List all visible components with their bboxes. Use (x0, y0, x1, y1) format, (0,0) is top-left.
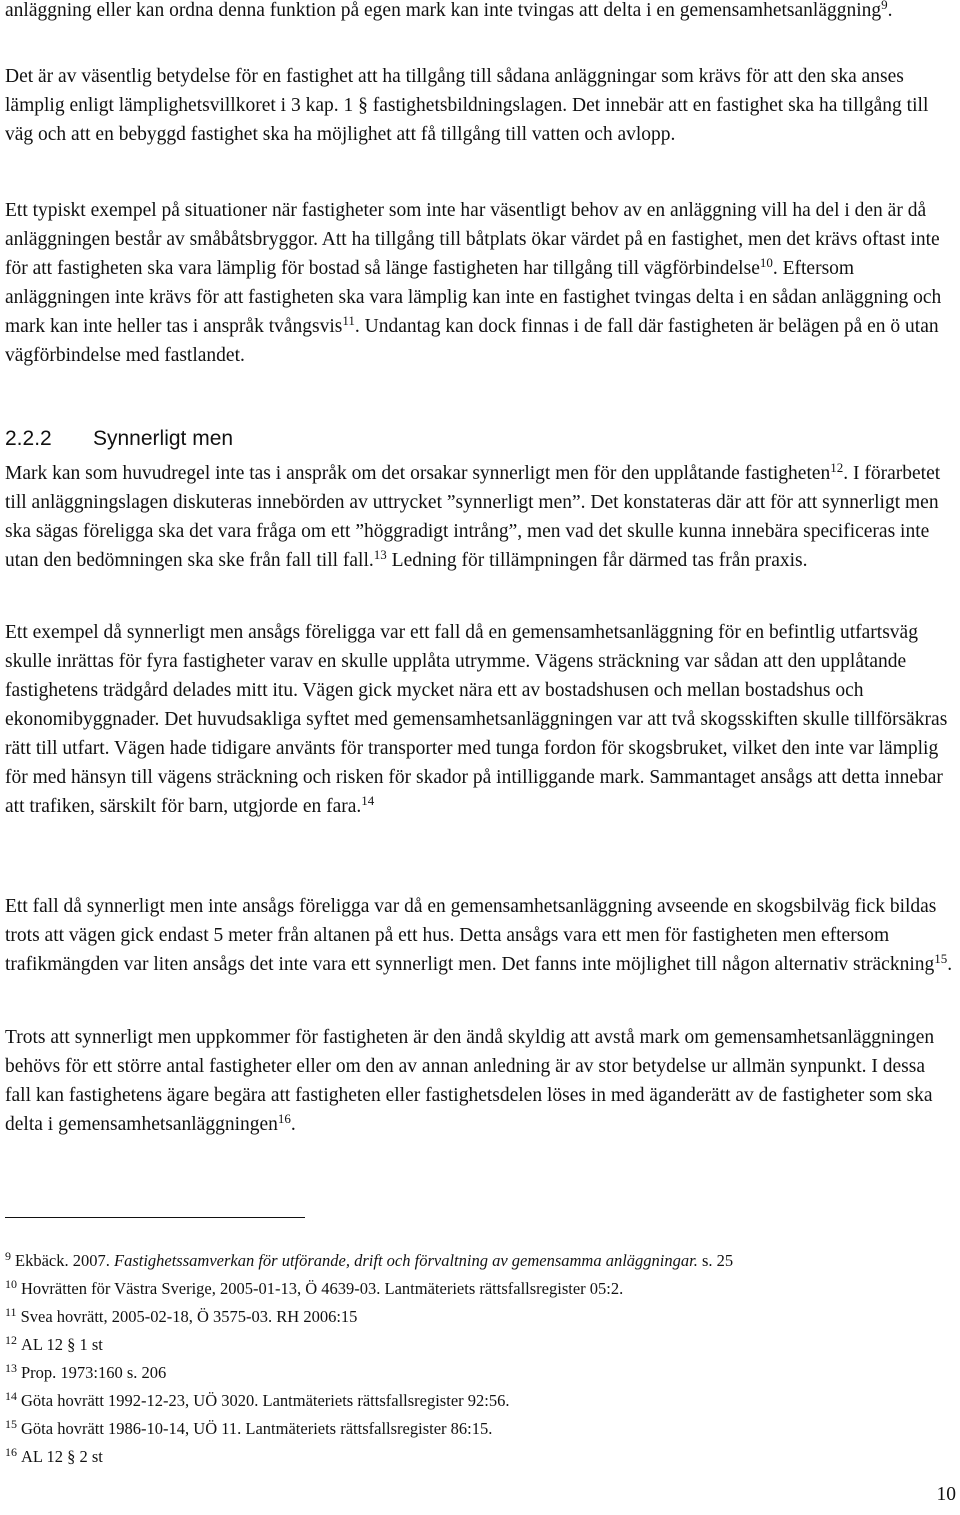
footnote-15: $^{15}$ Göta hovrätt 1986-10-14, UÖ 11. Lantmäteriets rättsfallsregister 86:15. (5, 1417, 493, 1438)
paragraph-6: Ett fall då synnerligt men inte ansågs föreligga var då en gemensamhetsanläggning avseende en skogsbilväg fick bildas trots att vägen gick endast 5 meter från altanen på ett hus. Detta ansågs vara ett men för fastigheten men eftersom trafikmängden var liten ansågs det inte vara ett synnerligt men. Det fanns inte möjlighet till någon alternativ sträckning$^{15}$. (5, 896, 953, 975)
footnote-16: $^{16}$ AL 12 § 2 st (5, 1445, 103, 1466)
paragraph-2: Det är av väsentlig betydelse för en fastighet att ha tillgång till sådana anläggningar som krävs för att den ska anses lämplig enligt lämplighetsvillkoret i 3 kap. 1 § fastighetsbildningslagen. Det innebär att en fastighet ska ha tillgång till väg och att en bebyggd fastighet ska ha möjlighet att få tillgång till vatten och avlopp. (5, 66, 929, 145)
paragraph-7: Trots att synnerligt men uppkommer för fastigheten är den ändå skyldig att avstå mark om gemensamhetsanläggningen behövs för ett större antal fastigheter eller om den av annan anledning är av stor betydelse ur allmän synpunkt. I dessa fall kan fastighetens ägare begära att fastigheten eller fastighetsdelen löses in med äganderätt av de fastigheter som ska delta i gemensamhetsanläggningen$^{16}$. (5, 1027, 935, 1135)
paragraph-3: Ett typiskt exempel på situationer när fastigheter som inte har väsentligt behov av en anläggning vill ha del i den är då anläggningen består av småbåtsbryggor. Att ha tillgång till båtplats ökar värdet på en fastighet, men det krävs oftast inte för att fastigheten ska vara lämplig för bostad så länge fastigheten har tillgång till vägförbindelse$^{10}$. Eftersom anläggningen inte krävs för att fastigheten ska vara lämplig kan inte en fastighet tvingas delta i en sådan anläggning och mark kan inte heller tas i anspråk tvångsvis$^{11}$. Undantag kan dock finnas i de fall där fastigheten är belägen på en ö utan vägförbindelse med fastlandet. (5, 200, 942, 366)
footnote-14: $^{14}$ Göta hovrätt 1992-12-23, UÖ 3020. Lantmäteriets rättsfallsregister 92:56. (5, 1389, 510, 1410)
footnote-ref-16: 16 (277, 1111, 291, 1126)
footnote-12: $^{12}$ AL 12 § 1 st (5, 1333, 103, 1354)
footnote-ref-13: 13 (373, 547, 387, 562)
footnote-11: $^{11}$ Svea hovrätt, 2005-02-18, Ö 3575-03. RH 2006:15 (5, 1305, 358, 1326)
footnotes (5, 1247, 955, 1471)
footnote-ref-12: 12 (830, 460, 844, 475)
paragraph-4: Mark kan som huvudregel inte tas i anspråk om det orsakar synnerligt men för den upplåtande fastigheten$^{12}$. I förarbetet till anläggningslagen diskuteras innebörden av uttrycket ”synnerligt men”. Det konstateras där att för att synnerligt men ska sägas föreligga ska det vara fråga om ett ”höggradigt intrång”, men vad det skulle kunna innebära specificeras inte utan den bedömningen ska ske från fall till fall.$^{13}$ Ledning för tillämpningen får därmed tas från praxis. (5, 460, 941, 571)
footnote-ref-14: 14 (361, 793, 375, 808)
section-title: Synnerligt men (93, 427, 234, 450)
footnote-ref-11: 11 (342, 313, 355, 328)
footnote-10: $^{10}$ Hovrätten för Västra Sverige, 2005-01-13, Ö 4639-03. Lantmäteriets rättsfallsregister 05:2. (5, 1277, 624, 1298)
footnote-ref-10: 10 (759, 255, 773, 270)
footnote-separator (5, 1217, 305, 1218)
section-heading (5, 424, 233, 454)
page-number: 10 (936, 1484, 956, 1505)
footnote-ref-9: 9 (881, 0, 888, 12)
paragraph-1: anläggning eller kan ordna denna funktion på egen mark kan inte tvingas att delta i en gemensamhetsanläggning$^9$. (5, 0, 893, 25)
section-number: 2.2.2 (5, 427, 52, 450)
footnote-ref-15: 15 (934, 951, 948, 966)
footnote-13: $^{13}$ Prop. 1973:160 s. 206 (5, 1361, 167, 1382)
paragraph-5: Ett exempel då synnerligt men ansågs föreligga var ett fall då en gemensamhetsanläggning för en befintlig utfartsväg skulle inrättas för fyra fastigheter varav en skulle upplåta utrymme. Vägens sträckning var sådan att den upplåtande fastighetens trädgård delades mitt itu. Vägen gick mycket nära ett av bostadshusen och mellan bostadshus och ekonomibyggnader. Det huvudsakliga syftet med gemensamhetsanläggningen var att två skogsskiften skulle tillförsäkras rätt till utfart. Vägen hade tidigare använts för transporter med tunga fordon för skogsbruket, vilket den inte var lämplig för med hänsyn till vägens sträckning och risken för skador på intilliggande mark. Sammantaget ansågs att detta innebar att trafiken, särskilt för barn, utgjorde en fara.$^{14}$ (5, 622, 948, 817)
footnote-9: $^9$ Ekbäck. 2007. Fastighetssamverkan för utförande, drift och förvaltning av gemensamma anläggningar. s. 25 (5, 1249, 734, 1270)
